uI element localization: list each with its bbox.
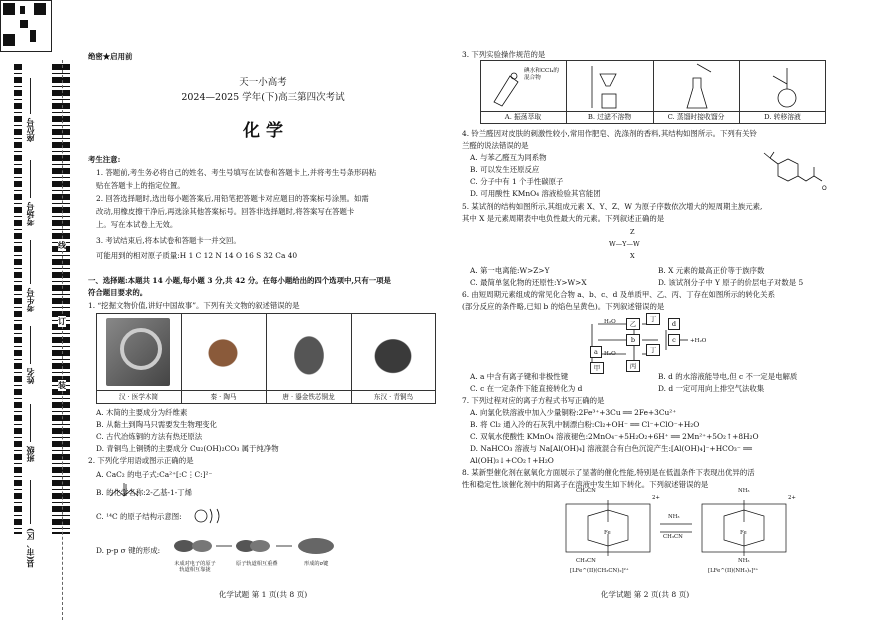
complex-label-right: [LFe^(II)(NH₃)₂]²⁺ xyxy=(708,568,759,574)
qr-code xyxy=(0,0,52,52)
notice-title: 考生注意: xyxy=(88,155,121,164)
side-line xyxy=(30,240,31,284)
sigma-caption: 形成的σ键 xyxy=(304,561,329,567)
q6-box-a: a xyxy=(590,346,602,358)
side-field-class: 班级 xyxy=(25,446,35,462)
ligand-label: CH₃CN xyxy=(576,558,596,564)
q5-option-d: D. 该试剂分子中 Y 原子的价层电子对数是 5 xyxy=(658,278,804,287)
q2-stem: 2. 下列化学用语或图示正确的是 xyxy=(88,456,194,465)
svg-text:O: O xyxy=(822,186,827,192)
q7-option-d: D. NaHCO₃ 溶液与 Na[Al(OH)₄] 溶液混合有白色沉淀产生:[Al(OH)₄]⁻+HCO₃⁻ ══ xyxy=(470,444,753,453)
q1-caption: 唐 · 鎏金铁芯铜龙 xyxy=(282,393,335,401)
pottery-horse-image xyxy=(190,322,256,384)
q1-stem: 1. “挖掘文物价值,讲好中国故事”。下列有关文物的叙述错误的是 xyxy=(88,301,300,310)
ligand-label: CH₃CN xyxy=(576,488,596,494)
q4-option-a: A. 与苯乙醛互为同系物 xyxy=(470,153,547,162)
q3-caption: C. 蒸馏时接收馏分 xyxy=(667,113,725,121)
q6-box-c: c xyxy=(668,334,680,346)
q5-option-c: C. 最简单氢化物的还原性:Y>W>X xyxy=(470,278,587,287)
q6-stem-cont: (部分反应的条件略,已知 b 的焰色呈黄色)。下列叙述错误的是 xyxy=(462,302,665,311)
q7-option-c: C. 双氧水使酸性 KMnO₄ 溶液褪色:2MnO₄⁻+5H₂O₂+6H⁺ ══ 2Mn²⁺+5O₂↑+8H₂O xyxy=(470,432,759,441)
section-heading: 一、选择题:本题共 14 小题,每小题 3 分,共 42 分。在每小题给出的四个选项中,只有一项是 xyxy=(88,276,391,285)
q6-option-a: A. a 中含有离子键和非极性键 xyxy=(470,372,569,381)
ligand-label: NH₃ xyxy=(738,558,750,564)
q4-stem-cont: 兰醛的说法错误的是 xyxy=(462,141,529,150)
side-line xyxy=(30,480,31,524)
q3-caption: B. 过滤不溶物 xyxy=(587,113,632,121)
q4-stem: 4. 铃兰醛因对皮肤的刺激性较小,常用作肥皂、洗涤剂的香料,其结构如图所示。下列有关铃 xyxy=(462,129,757,138)
q1-option-d: D. 青铜鸟上铜锈的主要成分 Cu₂(OH)₂CO₃ 属于纯净物 xyxy=(96,444,279,453)
cut-char-bind: 订 xyxy=(58,316,66,326)
q7-option-a: A. 向氯化铁溶液中加入少量铜粉:2Fe³⁺+3Cu ══ 2Fe+3Cu²⁺ xyxy=(470,408,677,417)
side-field-id: 考生号 xyxy=(25,288,35,312)
q6-box-yi: 乙 xyxy=(626,318,640,330)
side-line xyxy=(30,78,31,114)
notice-line: 1. 答题前,考生务必将自己的姓名、考生号填写在试卷和答题卡上,并将考生号条形码粘 xyxy=(96,168,377,177)
atom-structure-diagram xyxy=(192,505,226,527)
section-heading-cont: 符合题目要求的。 xyxy=(88,288,148,297)
q2-option-a: A. CaC₂ 的电子式:Ca²⁺[:C⋮C:]²⁻ xyxy=(96,470,213,479)
q6-box-bing: 丙 xyxy=(626,360,640,372)
q5-stem-cont: 其中 X 是元素周期表中电负性最大的元素。下列叙述正确的是 xyxy=(462,214,665,223)
side-field-name: 姓名 xyxy=(25,368,35,384)
q6-arrow-label: H₂O xyxy=(604,351,616,357)
q3-caption: A. 振荡萃取 xyxy=(504,113,542,121)
q5-option-a: A. 第一电离能:W>Z>Y xyxy=(470,266,550,275)
q6-box-b: b xyxy=(626,334,640,346)
q2-option-d: D. p-p σ 键的形成: xyxy=(96,546,161,555)
metal-label: Fe xyxy=(604,530,611,536)
q3-caption: D. 转移溶液 xyxy=(764,113,801,121)
filtration-drawing xyxy=(570,62,650,110)
wooden-slip-image xyxy=(106,318,170,386)
side-line xyxy=(30,404,31,442)
notice-line: 改动,用橡皮擦干净后,再选涂其他答案标号。回答非选择题时,将答案写在答题卡 xyxy=(96,207,355,216)
q6-box-jia: 甲 xyxy=(590,362,604,374)
q5-struct-bottom: X xyxy=(630,252,635,260)
transfer-drawing xyxy=(743,62,823,110)
q7-option-d-cont: Al(OH)₃↓+CO₂↑+H₂O xyxy=(470,456,554,465)
iron-complex-reaction xyxy=(560,492,810,574)
q1-option-b: B. 从黏土到陶马只需要发生物理变化 xyxy=(96,420,217,429)
q5-struct-top: Z xyxy=(630,228,635,236)
ligand-label: NH₃ xyxy=(738,488,750,494)
q6-stem: 6. 由短周期元素组成的常见化合物 a、b、c、d 及单质甲、乙、丙、丁存在如图所示的转化关系 xyxy=(462,290,775,299)
side-field-county: 县(市、区) xyxy=(25,528,35,568)
side-line xyxy=(30,160,31,198)
sigma-caption: 未成对电子的原子轨道相互靠拢 xyxy=(174,561,216,573)
sigma-bond-diagram xyxy=(170,530,350,562)
q2-option-c: C. ¹⁴C 的原子结构示意图: xyxy=(96,512,182,521)
notice-line: 贴在答题卡上的指定位置。 xyxy=(96,181,185,190)
q3-stem: 3. 下列实验操作规范的是 xyxy=(462,50,546,59)
skeletal-formula xyxy=(108,480,144,500)
bronze-bird-image xyxy=(356,322,430,384)
notice-line: 上。写在本试卷上无效。 xyxy=(96,220,178,229)
distillation-drawing xyxy=(657,62,737,110)
q6-option-b: B. d 的水溶液能导电,但 c 不一定是电解质 xyxy=(658,372,798,381)
exam-year: 2024—2025 学年(下)高三第四次考试 xyxy=(181,92,345,103)
charge-label: 2+ xyxy=(788,495,796,501)
q4-option-c: C. 分子中有 1 个手性碳原子 xyxy=(470,177,564,186)
arrow-reagent: CH₃CN xyxy=(663,534,683,540)
footer-page-1: 化学试题 第 1 页(共 8 页) xyxy=(218,590,308,599)
cut-char-mount: 装 xyxy=(58,380,66,390)
q1-option-a: A. 木简的主要成分为纤维素 xyxy=(96,408,188,417)
sigma-caption: 原子轨道相互重叠 xyxy=(236,561,278,567)
subject-title: 化 学 xyxy=(243,121,283,141)
metal-label: Fe xyxy=(740,530,747,536)
table-divider xyxy=(266,313,267,404)
footer-page-2: 化学试题 第 2 页(共 8 页) xyxy=(600,590,690,599)
side-field-seat: 座位号 xyxy=(25,118,35,142)
notice-line: 2. 回答选择题时,选出每小题答案后,用铅笔把答题卡对应题目的答案标号涂黑。如需 xyxy=(96,194,369,203)
atomic-masses: 可能用到的相对原子质量:H 1 C 12 N 14 O 16 S 32 Ca 40 xyxy=(96,251,298,260)
q4-option-b: B. 可以发生还原反应 xyxy=(470,165,540,174)
table-divider xyxy=(351,313,352,404)
bronze-dragon-image xyxy=(280,318,338,386)
q5-stem: 5. 某试剂的结构如图所示,其组成元素 X、Y、Z、W 为原子序数依次增大的短周期主族元素, xyxy=(462,202,763,211)
q1-caption: 汉 · 医学木简 xyxy=(118,393,159,401)
q6-arrow-label: +H₂O xyxy=(690,338,707,344)
lilial-structure xyxy=(760,150,832,194)
q6-option-c: C. c 在一定条件下能直接转化为 d xyxy=(470,384,583,393)
charge-label: 2+ xyxy=(652,495,660,501)
reagent-label: 碘水和CCl₄的混合物 xyxy=(524,68,559,81)
q4-option-d: D. 可用酸性 KMnO₄ 溶液检验其官能团 xyxy=(470,189,601,198)
q1-option-c: C. 古代冶炼铜的方法有热还原法 xyxy=(96,432,203,441)
q5-struct-mid: W—Y—W xyxy=(609,240,640,248)
q1-caption: 东汉 · 青铜鸟 xyxy=(373,393,414,401)
q6-box-ding-2: 丁 xyxy=(646,344,660,356)
arrow-reagent: NH₃ xyxy=(668,514,680,520)
q7-stem: 7. 下列过程对应的离子方程式书写正确的是 xyxy=(462,396,605,405)
q8-stem-cont: 性和稳定性,该催化剂中的阳离子在溶液中发生如下转化。下列叙述错误的是 xyxy=(462,480,709,489)
side-field-room: 考场号 xyxy=(25,202,35,226)
exam-series: 天一小高考 xyxy=(239,77,287,88)
q8-stem: 8. 某新型催化剂在氨氧化方面展示了显著的催化性能,特别是在低温条件下表现出优异的活 xyxy=(462,468,755,477)
secret-label: 绝密★启用前 xyxy=(88,52,133,61)
q6-box-d: d xyxy=(668,318,680,330)
table-divider xyxy=(181,313,182,404)
cut-char-line: 线 xyxy=(58,240,66,250)
q5-option-b: B. X 元素的最高正价等于族序数 xyxy=(658,266,765,275)
cut-line xyxy=(62,60,63,620)
q6-arrow-label: H₂O xyxy=(604,319,616,325)
q2-option-b: B. 的化学名称:2-乙基-1-丁烯 xyxy=(96,488,193,497)
complex-label-left: [LFe^(II)(CH₃CN)₂]²⁺ xyxy=(570,568,629,574)
q6-option-d: D. d 一定可用向上排空气法收集 xyxy=(658,384,765,393)
side-line xyxy=(30,326,31,364)
q7-option-b: B. 将 Cl₂ 通入冷的石灰乳中制漂白粉:Cl₂+OH⁻ ══ Cl⁻+ClO⁻+H₂O xyxy=(470,420,700,429)
q1-caption: 秦 · 陶马 xyxy=(210,393,237,401)
q6-box-ding: 丁 xyxy=(646,313,660,325)
notice-line: 3. 考试结束后,将本试卷和答题卡一并交回。 xyxy=(96,236,241,245)
